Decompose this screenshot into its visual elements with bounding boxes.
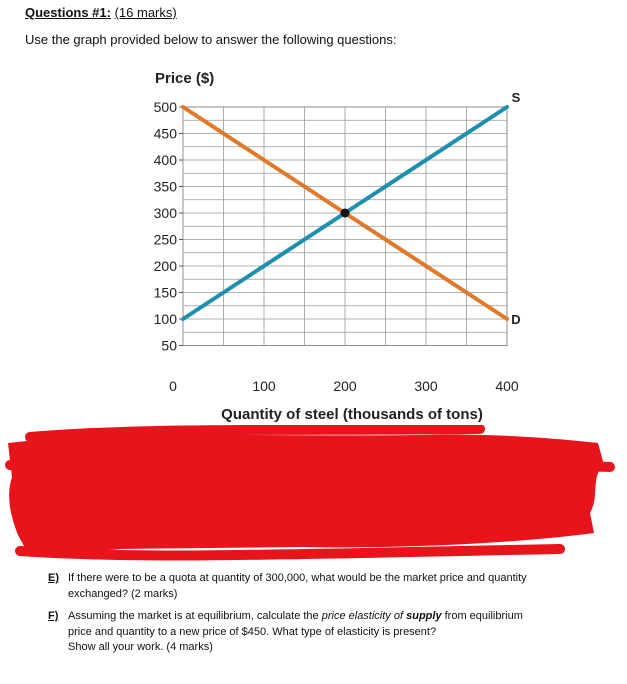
- y-tick-label: 150: [153, 284, 177, 301]
- equilibrium-point: [341, 209, 350, 218]
- y-tick-label: 400: [153, 152, 177, 168]
- x-tick-label: 300: [414, 378, 438, 394]
- question-title: Questions #1:: [25, 5, 111, 20]
- y-tick-label: 300: [153, 205, 177, 221]
- chart-grid: [183, 107, 507, 346]
- question-f-letter: F): [48, 610, 59, 622]
- y-tick-label: 350: [153, 178, 177, 195]
- question-e-line-1: If there were to be a quota at quantity of 300,000, what would be the market price and quantity: [68, 572, 527, 584]
- y-tick-label: 200: [153, 258, 177, 274]
- question-marks: (16 marks): [114, 5, 177, 20]
- x-tick-label: 400: [495, 378, 519, 394]
- y-tick-label: 50: [161, 337, 177, 354]
- question-e-letter: E): [48, 572, 59, 584]
- y-tick-label: 450: [153, 125, 177, 142]
- y-axis-title: Price ($): [155, 70, 215, 87]
- question-f-text-b: price elasticity of: [321, 610, 407, 622]
- y-tick-label: 500: [153, 99, 177, 115]
- redaction-scribble: [0, 425, 627, 570]
- question-f-line-1: [68, 609, 608, 625]
- question-f-line-2: price and quantity to a new price of $450. What type of elasticity is present?: [68, 625, 437, 638]
- y-tick-label: 100: [153, 311, 177, 327]
- x-tick-label: 0: [169, 378, 177, 394]
- question-f-line-3: Show all your work. (4 marks): [68, 641, 213, 653]
- y-tick-label: 250: [153, 231, 177, 248]
- question-e-line-2: exchanged? (2 marks): [68, 587, 178, 600]
- question-f-text-c: supply: [406, 610, 442, 622]
- question-f-text-a: Assuming the market is at equilibrium, calculate the: [68, 610, 322, 622]
- x-tick-label: 100: [252, 378, 276, 394]
- series-label-s: S: [511, 90, 521, 105]
- series-label-d: D: [511, 312, 521, 327]
- question-f-text-d: from equilibrium: [441, 610, 523, 622]
- x-tick-label: 200: [333, 378, 357, 394]
- chart-axes: [179, 107, 183, 346]
- x-axis-title: Quantity of steel (thousands of tons): [221, 406, 483, 423]
- question-e: [48, 571, 608, 602]
- instructions-text: Use the graph provided below to answer the following questions:: [25, 32, 397, 47]
- question-f: [48, 609, 608, 656]
